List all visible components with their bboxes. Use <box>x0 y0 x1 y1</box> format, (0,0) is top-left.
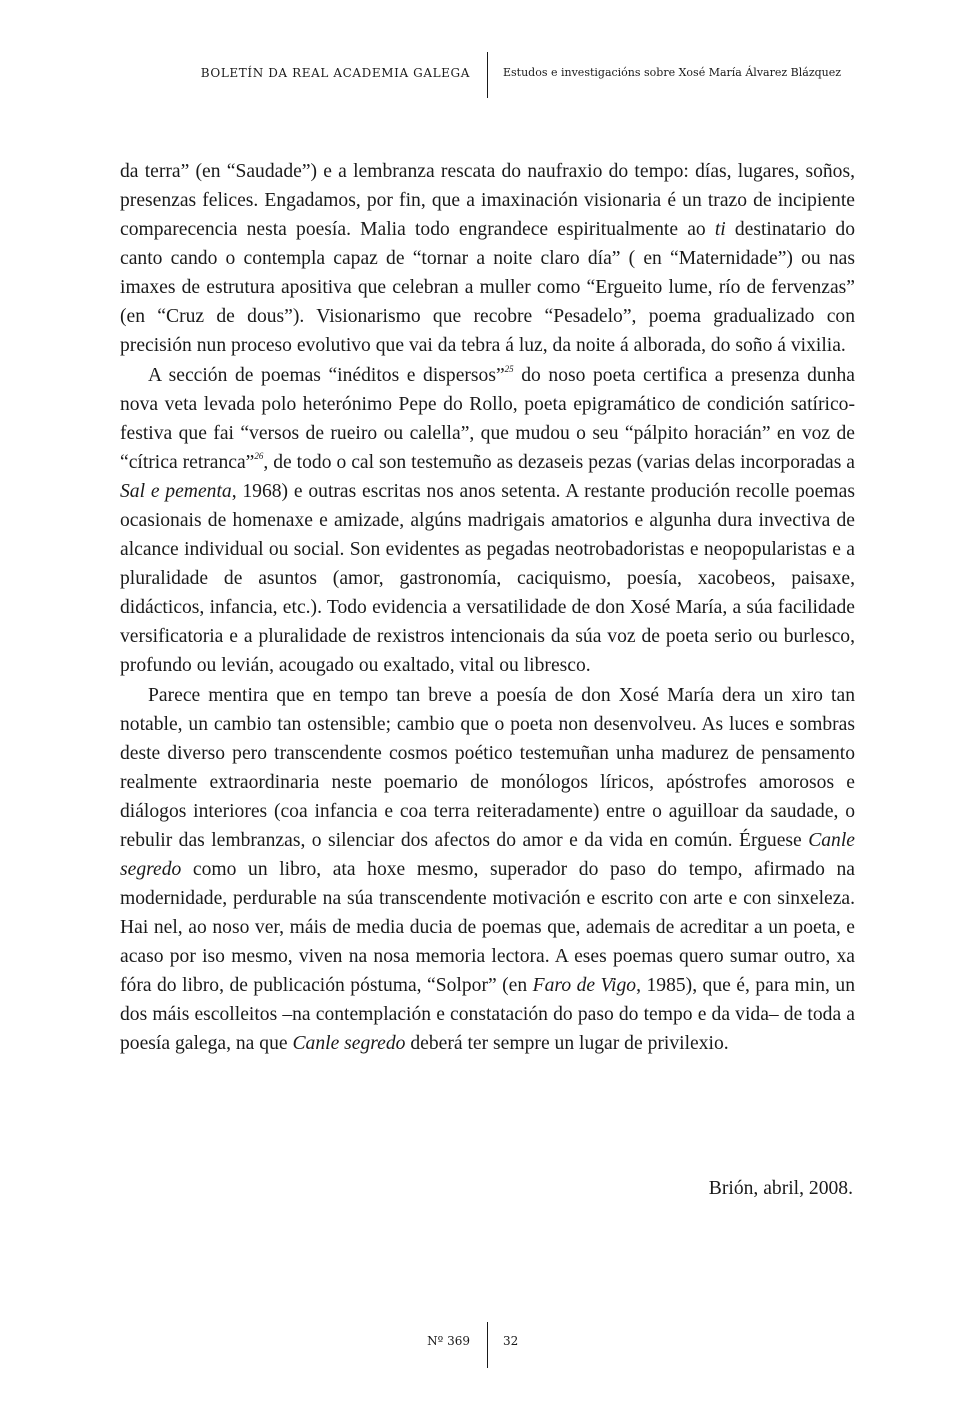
paragraph-2: A sección de poemas “inéditos e dispersos”$^{25}$ do noso poeta certifica a presenza dunha nova veta levada polo heterónimo Pepe do Rollo, poeta epigramático de condición satírico-festiva que fai “versos de rueiro ou calella”, que mudou o seu “pálpito horacián” en voz de “cítrica retranca”$^{26}$, de todo o cal son testemuño as dezaseis pezas (varias delas incorporadas a Sal e pementa, 1968) e outras escritas nos anos setenta. A restante produción recolle poemas ocasionais de homenaxe e amizade, algúns madrigais amatorios e algunha dura invectiva de alcance individual ou social. Son evidentes as pegadas neotrobadoristas e neopopularistas e a pluralidade de asuntos (amor, gastronomía, caciquismo, poesía, xacobeos, paisaxe, didácticos, infancia, etc.). Todo evidencia a versatilidade de don Xosé María, a súa facilidade versificatoria e a pluralidade de rexistros intencionais da súa voz de poeta serio ou burlesco, profundo ou levián, acougado ou exaltado, vital ou libresco. <box>120 364 855 676</box>
page-header <box>0 52 975 102</box>
paragraph-1: da terra” (en “Saudade”) e a lembranza rescata do naufraxio do tempo: días, lugares, soños, presenzas felices. Engadamos, por fin, que a imaxinación visionaria é un trazo de incipiente comparecencia nesta poesía. Malia todo engrandece espiritualmente ao ti destinatario do canto cando o contempla capaz de “tornar a noite claro día” ( en “Maternidade”) ou nas imaxes de estrutura apositiva que celebran a muller como “Ergueito lume, río de fervenzas” (en “Cruz de dous”). Visionarismo que recobre “Pesadelo”, poema gradualizado con precisión nun proceso evolutivo que vai da tebra á luz, da noite á alborada, do soño á vixilia. <box>120 161 855 356</box>
book-title: Canle segredo <box>292 1033 406 1054</box>
book-title: Canle segredo <box>120 830 855 880</box>
paragraph-3: Parece mentira que en tempo tan breve a poesía de don Xosé María dera un xiro tan notable, un cambio tan ostensible; cambio que o poeta non desenvolveu. As luces e sombras deste diverso pero transcendente cosmos poético testemuñan unha madurez de pensamento realmente extraordinaria neste poemario de monólogos líricos, apóstrofes amorosos e diálogos interiores (coa infancia e coa terra reiteradamente) entre o aguilloar da saudade, o rebulir das lembranzas, o silenciar dos afectos do amor e da vida en común. Érguese Canle segredo como un libro, ata hoxe mesmo, superador do paso do tempo, afirmado na modernidade, perdurable na súa transcendente motivación e escrito con arte e con sinxeleza. Hai nel, ao noso ver, máis de media ducia de poemas que, ademais de acreditar a un poeta, e acaso por iso mesmo, viven na nosa memoria lectora. A eses poemas quero sumar outro, xa fóra do libro, de publicación póstuma, “Solpor” (en Faro de Vigo, 1985), que é, para min, un dos máis escolleitos –na contemplación e constatación do paso do tempo e da vida– de toda a poesía galega, na que Canle segredo deberá ter sempre un lugar de privilexio. <box>120 685 855 1054</box>
signoff-place-date: Brión, abril, 2008. <box>708 1178 853 1199</box>
book-title: Sal e pementa <box>120 481 232 502</box>
issue-number: Nº 369 <box>427 1334 470 1348</box>
footnote-ref-25: 25 <box>504 364 514 374</box>
footer-divider <box>487 1322 488 1368</box>
newspaper-title: Faro de Vigo <box>532 975 637 996</box>
series-title: Estudos e investigacións sobre Xosé María Álvarez Blázquez <box>503 66 842 79</box>
italic-term: ti <box>714 219 726 240</box>
page-footer <box>0 1322 975 1368</box>
journal-title: BOLETÍN DA REAL ACADEMIA GALEGA <box>200 66 470 80</box>
footnote-ref-26: 26 <box>254 451 264 461</box>
article-body <box>120 157 855 1059</box>
page-number: 32 <box>503 1334 519 1348</box>
header-divider <box>487 52 488 98</box>
